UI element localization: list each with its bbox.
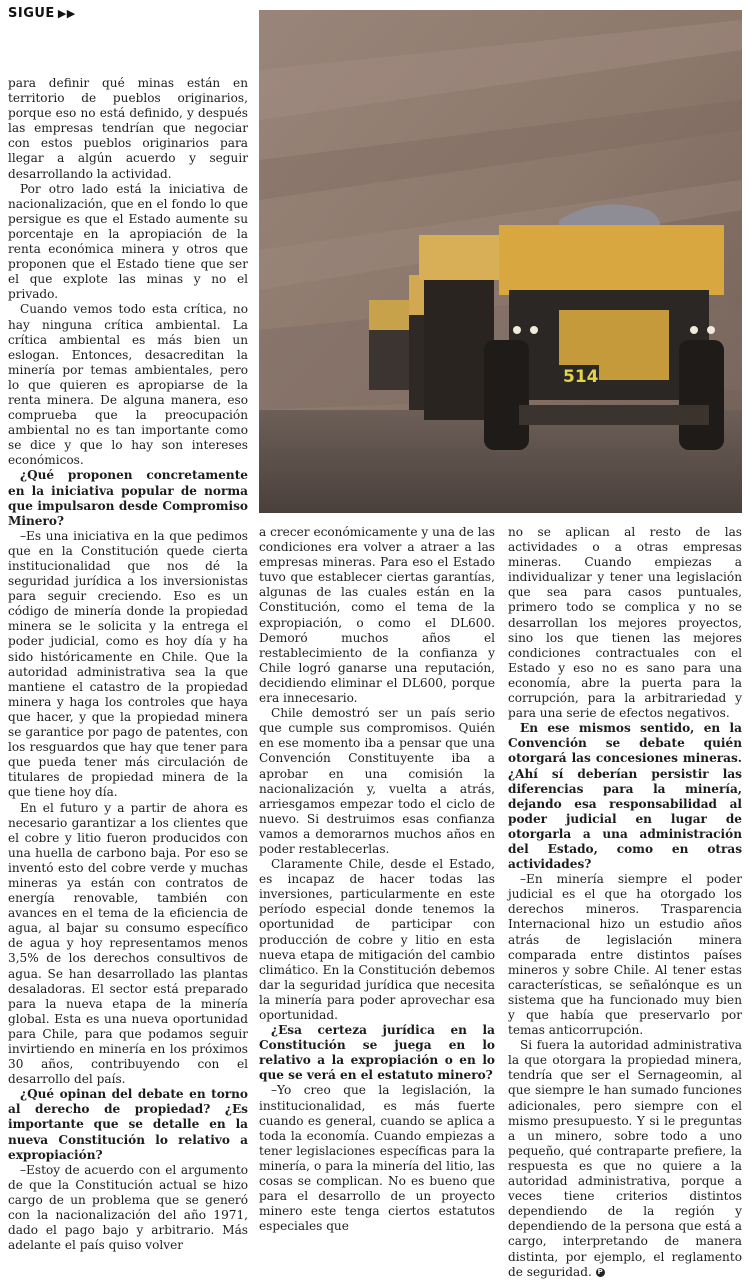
end-of-article-icon: P: [597, 1267, 603, 1276]
final-paragraph: [508, 1038, 742, 1280]
continue-label: [8, 6, 76, 21]
paragraph: Chile demostró ser un país serio que cumple sus compromisos. Quién en ese momento iba a pensar que una Convención Constituyente iba a aprobar en una comisión la nacionalización y, vuelta a atrás, arriesgamos empezar todo el ciclo de nuevo. Si destruimos esas confianza vamos a demorarnos muchos años en poder restablecerlas.: [259, 706, 495, 856]
article-column-3: [508, 525, 742, 1280]
interview-question: ¿Esa certeza jurídica en la Constitución se juega en lo relativo a la expropiación o en lo que se verá en el estatuto minero?: [259, 1023, 495, 1083]
paragraph-text: Si fuera la autoridad administrativa la que otorgara la propiedad minera, tendría que ser el Sernageomin, al que siempre le han sumado funciones adicionales, pero siempre con el mismo presupuesto. Y si le preguntas a un minero, sobre todo a uno pequeño, qué contraparte prefiere, la respuesta es que no quiere a la autoridad administrativa, porque a veces tiene criterios distintos dependiendo de la región y dependiendo de la persona que está a cargo, interpretando de manera distinta, por ejemplo, el reglamento de seguridad.: [508, 1038, 742, 1279]
interview-question: ¿Qué proponen concretamente en la iniciativa popular de norma que impulsaron desde Compromiso Minero?: [8, 468, 248, 528]
double-arrow-icon: ▶▶: [57, 7, 76, 20]
truck-number: 514: [563, 367, 599, 387]
continue-text: SIGUE: [8, 6, 55, 21]
paragraph: –Yo creo que la legislación, la institucionalidad, es más fuerte cuando es general, cuando se aplica a toda la economía. Cuando empiezas a tener legislaciones específicas para la minería, o para la minería del litio, las cosas se complican. No es bueno que para el desarrollo de un proyecto minero este tenga ciertos estatutos especiales que: [259, 1083, 495, 1234]
paragraph: Por otro lado está la iniciativa de nacionalización, que en el fondo lo que persigue es que el Estado aumente su porcentaje en la apropiación de la renta económica minera y otros que proponen que el Estado tiene que ser el que explote las minas y no el privado.: [8, 181, 248, 302]
paragraph: para definir qué minas están en territorio de pueblos originarios, porque eso no está definido, y después las empresas tendrían que negociar con estos pueblos originarios para llegar a algún acuerdo y seguir desarrollando la actividad.: [8, 76, 248, 181]
article-column-1: [8, 76, 248, 1253]
mining-trucks-photo-icon: [259, 10, 742, 513]
paragraph: Cuando vemos todo esta crítica, no hay ninguna crítica ambiental. La crítica ambiental es más bien un eslogan. Entonces, desacreditan la minería por temas ambientales, pero lo que quieren es apropiarse de la renta minera. De alguna manera, eso comprueba que la preocupación ambiental no es tan importante como se dice y que lo hay son intereses económicos.: [8, 302, 248, 468]
paragraph: –Es una iniciativa en la que pedimos que en la Constitución quede cierta institucionalidad que nos dé la seguridad jurídica a los inversionistas para seguir creciendo. Eso es un código de minería donde la propiedad minera se le solicita y la entrega el poder judicial, como es hoy día y ha sido históricamente en Chile. Que la autoridad administrativa sea la que mantiene el catastro de la propiedad minera y haga los controles que haya que hacer, y que la propiedad minera se garantice por pago de patentes, con los resguardos que hay que tener para que pueda tener más circulación de titulares de propiedad minera de la que tiene hoy día.: [8, 528, 248, 800]
article-column-2: [259, 525, 495, 1234]
paragraph: Claramente Chile, desde el Estado, es incapaz de hacer todas las inversiones, particularmente en este período especial donde tenemos la oportunidad de participar con producción de cobre y litio en esta nueva etapa de mitigación del cambio climático. En la Constitución debemos dar la seguridad jurídica que necesita la minería para poder aprovechar esa oportunidad.: [259, 857, 495, 1022]
paragraph: no se aplican al resto de las actividades o a otras empresas mineras. Cuando empiezas a individualizar y tener una legislación que sea para casos puntuales, primero todo se complica y no se desarrollan los mejores proyectos, sino los que tienen las mejores condiciones contractuales con el Estado y eso no es sano para una economía, abre la puerta para la corrupción, para la arbitrariedad y para una serie de efectos negativos.: [508, 525, 742, 721]
paragraph: En el futuro y a partir de ahora es necesario garantizar a los clientes que el cobre y litio fueron producidos con una huella de carbono baja. Por eso se inventó esto del cobre verde y muchas mineras ya están con contratos de energía renovable, también con avances en el tema de la eficiencia de agua, al bajar su consumo específico de agua y hoy representamos menos 3,5% de los derechos consultivos de agua. Se han desarrollado las plantas desaladoras. El sector está preparado para la nueva etapa de la minería global. Esta es una nueva oportunidad para Chile, para que podamos seguir invirtiendo en minería en los próximos 30 años, contribuyendo con el desarrollo del país.: [8, 800, 248, 1087]
paragraph: a crecer económicamente y una de las condiciones era volver a atraer a las empresas mineras. Para eso el Estado tuvo que establecer ciertas garantías, algunas de las cuales están en la Constitución, como el tema de la expropiación, o como el DL600. Demoró muchos años el restablecimiento de la confianza y Chile logró ganarse una reputación, decidiendo eliminar el DL600, porque era innecesario.: [259, 525, 495, 706]
paragraph: –En minería siempre el poder judicial es el que ha otorgado los derechos mineros. Trasparencia Internacional hizo un estudio años atrás de legislación minera comparada entre distintos países mineros y sobre Chile. Al tener estas características, se señalónque es un sistema que ha funcionado muy bien y que había que preservarlo por temas anticorrupción.: [508, 872, 742, 1038]
paragraph: –Estoy de acuerdo con el argumento de que la Constitución actual se hizo cargo de un problema que se generó con la nacionalización del año 1971, dado el pago bajo y arbitrario. Más adelante el país quiso volver: [8, 1162, 248, 1253]
mining-trucks-photo: [259, 10, 742, 513]
interview-question: ¿Qué opinan del debate en torno al derecho de propiedad? ¿Es importante que se detalle en la nueva Constitución lo relativo a expropiación?: [8, 1087, 248, 1162]
interview-question: En ese mismos sentido, en la Convención se debate quién otorgará las concesiones mineras. ¿Ahí sí deberían persistir las diferencias para la minería, dejando esa responsabilidad al poder judicial en lugar de otorgarla a una administración del Estado, como en otras actividades?: [508, 721, 742, 872]
